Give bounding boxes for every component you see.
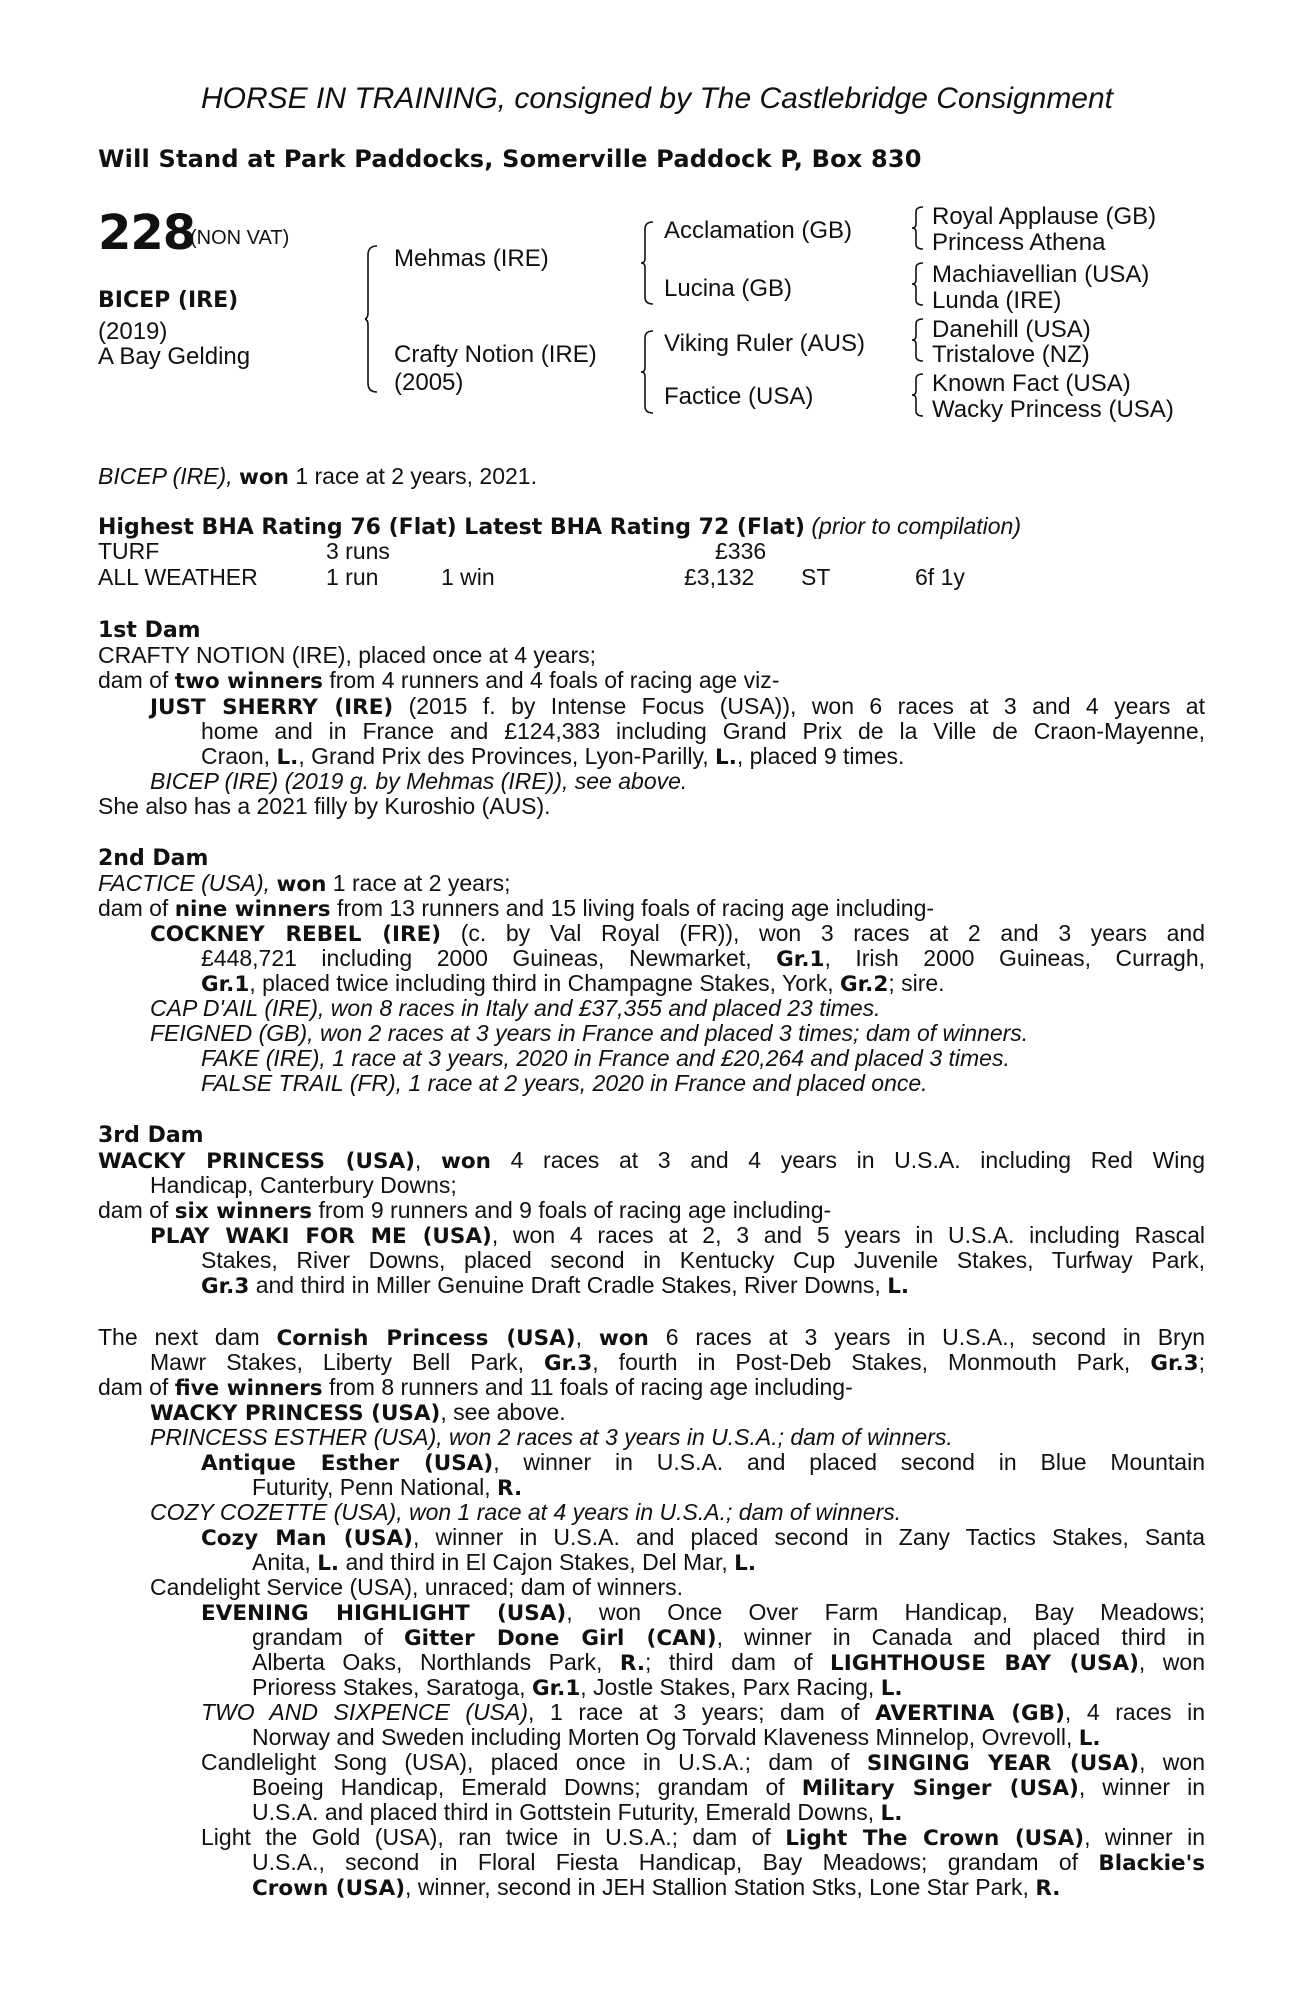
pedigree-sss: Royal Applause (GB): [932, 203, 1157, 230]
pedigree-sdd: Lunda (IRE): [932, 287, 1062, 314]
cockney-rebel-line2: £448,721 including 2000 Guineas, Newmarket, Gr.1, Irish 2000 Guineas, Curragh,: [201, 945, 1205, 972]
cozy-cozette-entry: COZY COZETTE (USA), won 1 race at 4 years in U.S.A.; dam of winners.: [150, 1499, 902, 1525]
two-and-sixpence-line2: Norway and Sweden including Morten Og Torvald Klaveness Minnelop, Ovrevoll, L.: [252, 1724, 1101, 1751]
horse-name: BICEP (IRE): [98, 288, 239, 313]
pedigree-dss: Danehill (USA): [932, 316, 1091, 343]
second-dam-produce: dam of nine winners from 13 runners and 15 living foals of racing age including-: [98, 895, 935, 922]
evening-highlight-entry: EVENING HIGHLIGHT (USA), won Once Over Farm Handicap, Bay Meadows;: [201, 1599, 1205, 1626]
candlelight-song-entry: Candlelight Song (USA), placed once in U.S.A.; dam of SINGING YEAR (USA), won: [201, 1749, 1205, 1776]
pedigree-dsd: Tristalove (NZ): [932, 341, 1090, 368]
light-the-gold-line2: U.S.A., second in Floral Fiesta Handicap, Bay Meadows; grandam of Blackie's: [252, 1849, 1205, 1876]
evening-highlight-line3: Alberta Oaks, Northlands Park, R.; third dam of LIGHTHOUSE BAY (USA), won: [252, 1649, 1206, 1676]
pedigree-brace-main: [365, 245, 379, 393]
bha-rating: Highest BHA Rating 76 (Flat) Latest BHA Rating 72 (Flat) (prior to compilation): [98, 513, 1022, 540]
third-dam-produce: dam of six winners from 9 runners and 9 foals of racing age including-: [98, 1197, 832, 1224]
pedigree-sire-dam: Lucina (GB): [664, 275, 793, 302]
pedigree-sds: Machiavellian (USA): [932, 261, 1150, 288]
pedigree-dds: Known Fact (USA): [932, 370, 1131, 397]
third-dam-heading: 3rd Dam: [98, 1123, 204, 1148]
evening-highlight-line4: Prioress Stakes, Saratoga, Gr.1, Jostle Stakes, Parx Racing, L.: [252, 1674, 903, 1701]
cockney-rebel-entry: COCKNEY REBEL (IRE) (c. by Val Royal (FR)), won 3 races at 2 and 3 years and: [150, 920, 1205, 947]
bicep-entry: BICEP (IRE) (2019 g. by Mehmas (IRE)), see above.: [150, 768, 688, 794]
aw-wins: 1 win: [441, 564, 495, 590]
candelight-service-entry: Candelight Service (USA), unraced; dam of winners.: [150, 1574, 684, 1600]
race-summary: BICEP (IRE), won 1 race at 2 years, 2021.: [98, 463, 537, 490]
pedigree-dam-year: (2005): [394, 369, 464, 396]
page-title: HORSE IN TRAINING, consigned by The Castlebridge Consignment: [200, 82, 1114, 115]
cockney-rebel-line3: Gr.1, placed twice including third in Champagne Stakes, York, Gr.2; sire.: [201, 970, 945, 997]
third-dam-line2: Handicap, Canterbury Downs;: [150, 1172, 457, 1198]
pedigree-brace-dd: [911, 373, 925, 417]
two-and-sixpence-entry: TWO AND SIXPENCE (USA), 1 race at 3 years; dam of AVERTINA (GB), 4 races in: [201, 1699, 1205, 1726]
next-dam-produce: dam of five winners from 8 runners and 11 foals of racing age including-: [98, 1374, 853, 1401]
pedigree-brace-ds: [911, 318, 925, 362]
wacky-princess-entry: WACKY PRINCESS (USA), see above.: [150, 1399, 566, 1426]
feigned-entry: FEIGNED (GB), won 2 races at 3 years in France and placed 3 times; dam of winners.: [150, 1020, 1029, 1046]
first-dam-produce: dam of two winners from 4 runners and 4 foals of racing age viz-: [98, 667, 780, 694]
horse-description: A Bay Gelding: [98, 343, 251, 370]
pedigree-brace-ss: [911, 206, 925, 250]
turf-prize: £336: [715, 538, 767, 564]
just-sherry-entry: JUST SHERRY (IRE) (2015 f. by Intense Focus (USA)), won 6 races at 3 and 4 years at: [150, 693, 1205, 720]
play-waki-entry: PLAY WAKI FOR ME (USA), won 4 races at 2, 3 and 5 years in U.S.A. including Rascal: [150, 1222, 1205, 1249]
light-the-gold-line3: Crown (USA), winner, second in JEH Stallion Station Stks, Lone Star Park, R.: [252, 1874, 1061, 1901]
stand-location: Will Stand at Park Paddocks, Somerville Paddock P, Box 830: [98, 145, 922, 173]
second-dam-heading: 2nd Dam: [98, 846, 209, 871]
play-waki-line2: Stakes, River Downs, placed second in Kentucky Cup Juvenile Stakes, Turfway Park,: [201, 1247, 1205, 1273]
aw-distance: 6f 1y: [915, 564, 965, 590]
second-dam-line: FACTICE (USA), won 1 race at 2 years;: [98, 870, 511, 897]
pedigree-ddd: Wacky Princess (USA): [932, 396, 1174, 423]
candlelight-song-line2: Boeing Handicap, Emerald Downs; grandam of Military Singer (USA), winner in: [252, 1774, 1205, 1801]
aw-going: ST: [801, 564, 831, 590]
princess-esther-entry: PRINCESS ESTHER (USA), won 2 races at 3 years in U.S.A.; dam of winners.: [150, 1424, 953, 1450]
light-the-gold-entry: Light the Gold (USA), ran twice in U.S.A.; dam of Light The Crown (USA), winner in: [201, 1824, 1206, 1851]
lot-number: 228: [98, 205, 196, 261]
cap-dail-entry: CAP D'AIL (IRE), won 8 races in Italy and £37,355 and placed 23 times.: [150, 995, 881, 1021]
cozy-man-entry: Cozy Man (USA), winner in U.S.A. and placed second in Zany Tactics Stakes, Santa: [201, 1524, 1205, 1551]
aw-label: ALL WEATHER: [98, 564, 258, 590]
vat-status: (NON VAT): [190, 227, 290, 249]
turf-label: TURF: [98, 538, 160, 564]
pedigree-brace-sire: [641, 221, 655, 305]
first-dam-heading: 1st Dam: [98, 618, 201, 643]
turf-runs: 3 runs: [326, 538, 390, 564]
foaling-year: (2019): [98, 318, 168, 345]
pedigree-ssd: Princess Athena: [932, 229, 1106, 256]
next-dam-line2: Mawr Stakes, Liberty Bell Park, Gr.3, fourth in Post-Deb Stakes, Monmouth Park, Gr.3;: [150, 1349, 1206, 1376]
fake-entry: FAKE (IRE), 1 race at 3 years, 2020 in France and £20,264 and placed 3 times.: [201, 1045, 1010, 1071]
aw-runs: 1 run: [326, 564, 379, 590]
pedigree-sire: Mehmas (IRE): [394, 245, 549, 272]
pedigree-dam-sire: Viking Ruler (AUS): [664, 330, 865, 357]
pedigree-dam: Crafty Notion (IRE): [394, 341, 597, 368]
evening-highlight-line2: grandam of Gitter Done Girl (CAN), winner in Canada and placed third in: [252, 1624, 1205, 1651]
next-dam-line: The next dam Cornish Princess (USA), won 6 races at 3 years in U.S.A., second in Bryn: [98, 1324, 1205, 1351]
third-dam-line: WACKY PRINCESS (USA), won 4 races at 3 and 4 years in U.S.A. including Red Wing: [98, 1147, 1206, 1174]
pedigree-brace-sd: [911, 262, 925, 306]
play-waki-line3: Gr.3 and third in Miller Genuine Draft Cradle Stakes, River Downs, L.: [201, 1272, 910, 1299]
antique-esther-line2: Futurity, Penn National, R.: [252, 1474, 523, 1501]
aw-prize: £3,132: [684, 564, 755, 590]
pedigree-dam-dam: Factice (USA): [664, 383, 814, 410]
just-sherry-line3: Craon, L., Grand Prix des Provinces, Lyon-Parilly, L., placed 9 times.: [201, 743, 905, 770]
first-dam-note: She also has a 2021 filly by Kuroshio (AUS).: [98, 793, 551, 819]
antique-esther-entry: Antique Esther (USA), winner in U.S.A. and placed second in Blue Mountain: [201, 1449, 1206, 1476]
pedigree-sire-sire: Acclamation (GB): [664, 217, 853, 244]
just-sherry-line2: home and in France and £124,383 including Grand Prix de la Ville de Craon-Mayenne,: [201, 718, 1205, 744]
first-dam-line: CRAFTY NOTION (IRE), placed once at 4 years;: [98, 642, 597, 668]
candlelight-song-line3: U.S.A. and placed third in Gottstein Futurity, Emerald Downs, L.: [252, 1799, 903, 1826]
false-trail-entry: FALSE TRAIL (FR), 1 race at 2 years, 2020 in France and placed once.: [201, 1070, 928, 1096]
cozy-man-line2: Anita, L. and third in El Cajon Stakes, Del Mar, L.: [252, 1549, 756, 1576]
pedigree-brace-dam: [641, 330, 655, 414]
